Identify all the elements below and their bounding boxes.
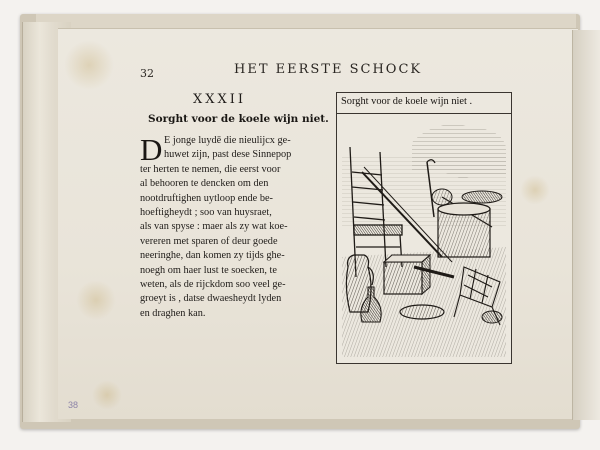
text-line: vereren met sparen of deur goede [140,235,278,247]
foxing-stain [520,175,550,205]
text-line: al behooren te dencken om den [140,178,269,190]
foxing-stain [76,280,116,320]
text-line: groeyt is , datse dwaesheydt lyden [140,293,282,305]
right-page-edge [572,30,600,420]
archive-pencil-mark: 38 [68,400,79,410]
page-number: 32 [140,67,154,80]
engraving-plate [336,92,512,364]
engraving-caption-box [337,93,511,114]
text-line: ter herten te nemen, die eerst voor [140,163,281,175]
text-line: nootdruftighen uytloop ende be- [140,192,273,204]
frying-pan [462,191,502,203]
wooden-box [384,255,430,294]
text-line: en draghen kan. [140,307,206,319]
engraving-scene [342,117,506,357]
text-line: als van spyse : maer als zy wat koe- [140,221,288,233]
text-line: E jonge luydē die nieulijcx ge- [164,135,291,146]
emblem-motto: Sorght voor de koele wijn niet. [148,113,329,125]
drop-cap: D [140,132,163,167]
small-pot [482,311,502,323]
foxing-stain [92,380,122,410]
text-line: noegh om haer lust te soecken, te [140,264,277,276]
text-line: weten, als de rijckdom soo veel ge- [140,279,286,291]
cooking-pot [438,203,490,257]
text-line: huwet zijn, past dese Sinnepop [164,149,292,161]
ladle-bowl [432,189,452,205]
bowl [400,305,444,319]
top-page-edge [36,14,576,29]
text-line: hoeftigheydt ; soo van huysraet, [140,207,272,219]
engraving-caption: Sorght voor de koele wijn niet . [341,96,473,107]
emblem-number: XXXII [193,92,247,107]
running-head: HET EERSTE SCHOCK [234,62,423,77]
emblem-text [140,134,315,321]
text-line: neeringhe, dan komen zy tijds ghe- [140,250,285,262]
foxing-stain [64,40,114,90]
